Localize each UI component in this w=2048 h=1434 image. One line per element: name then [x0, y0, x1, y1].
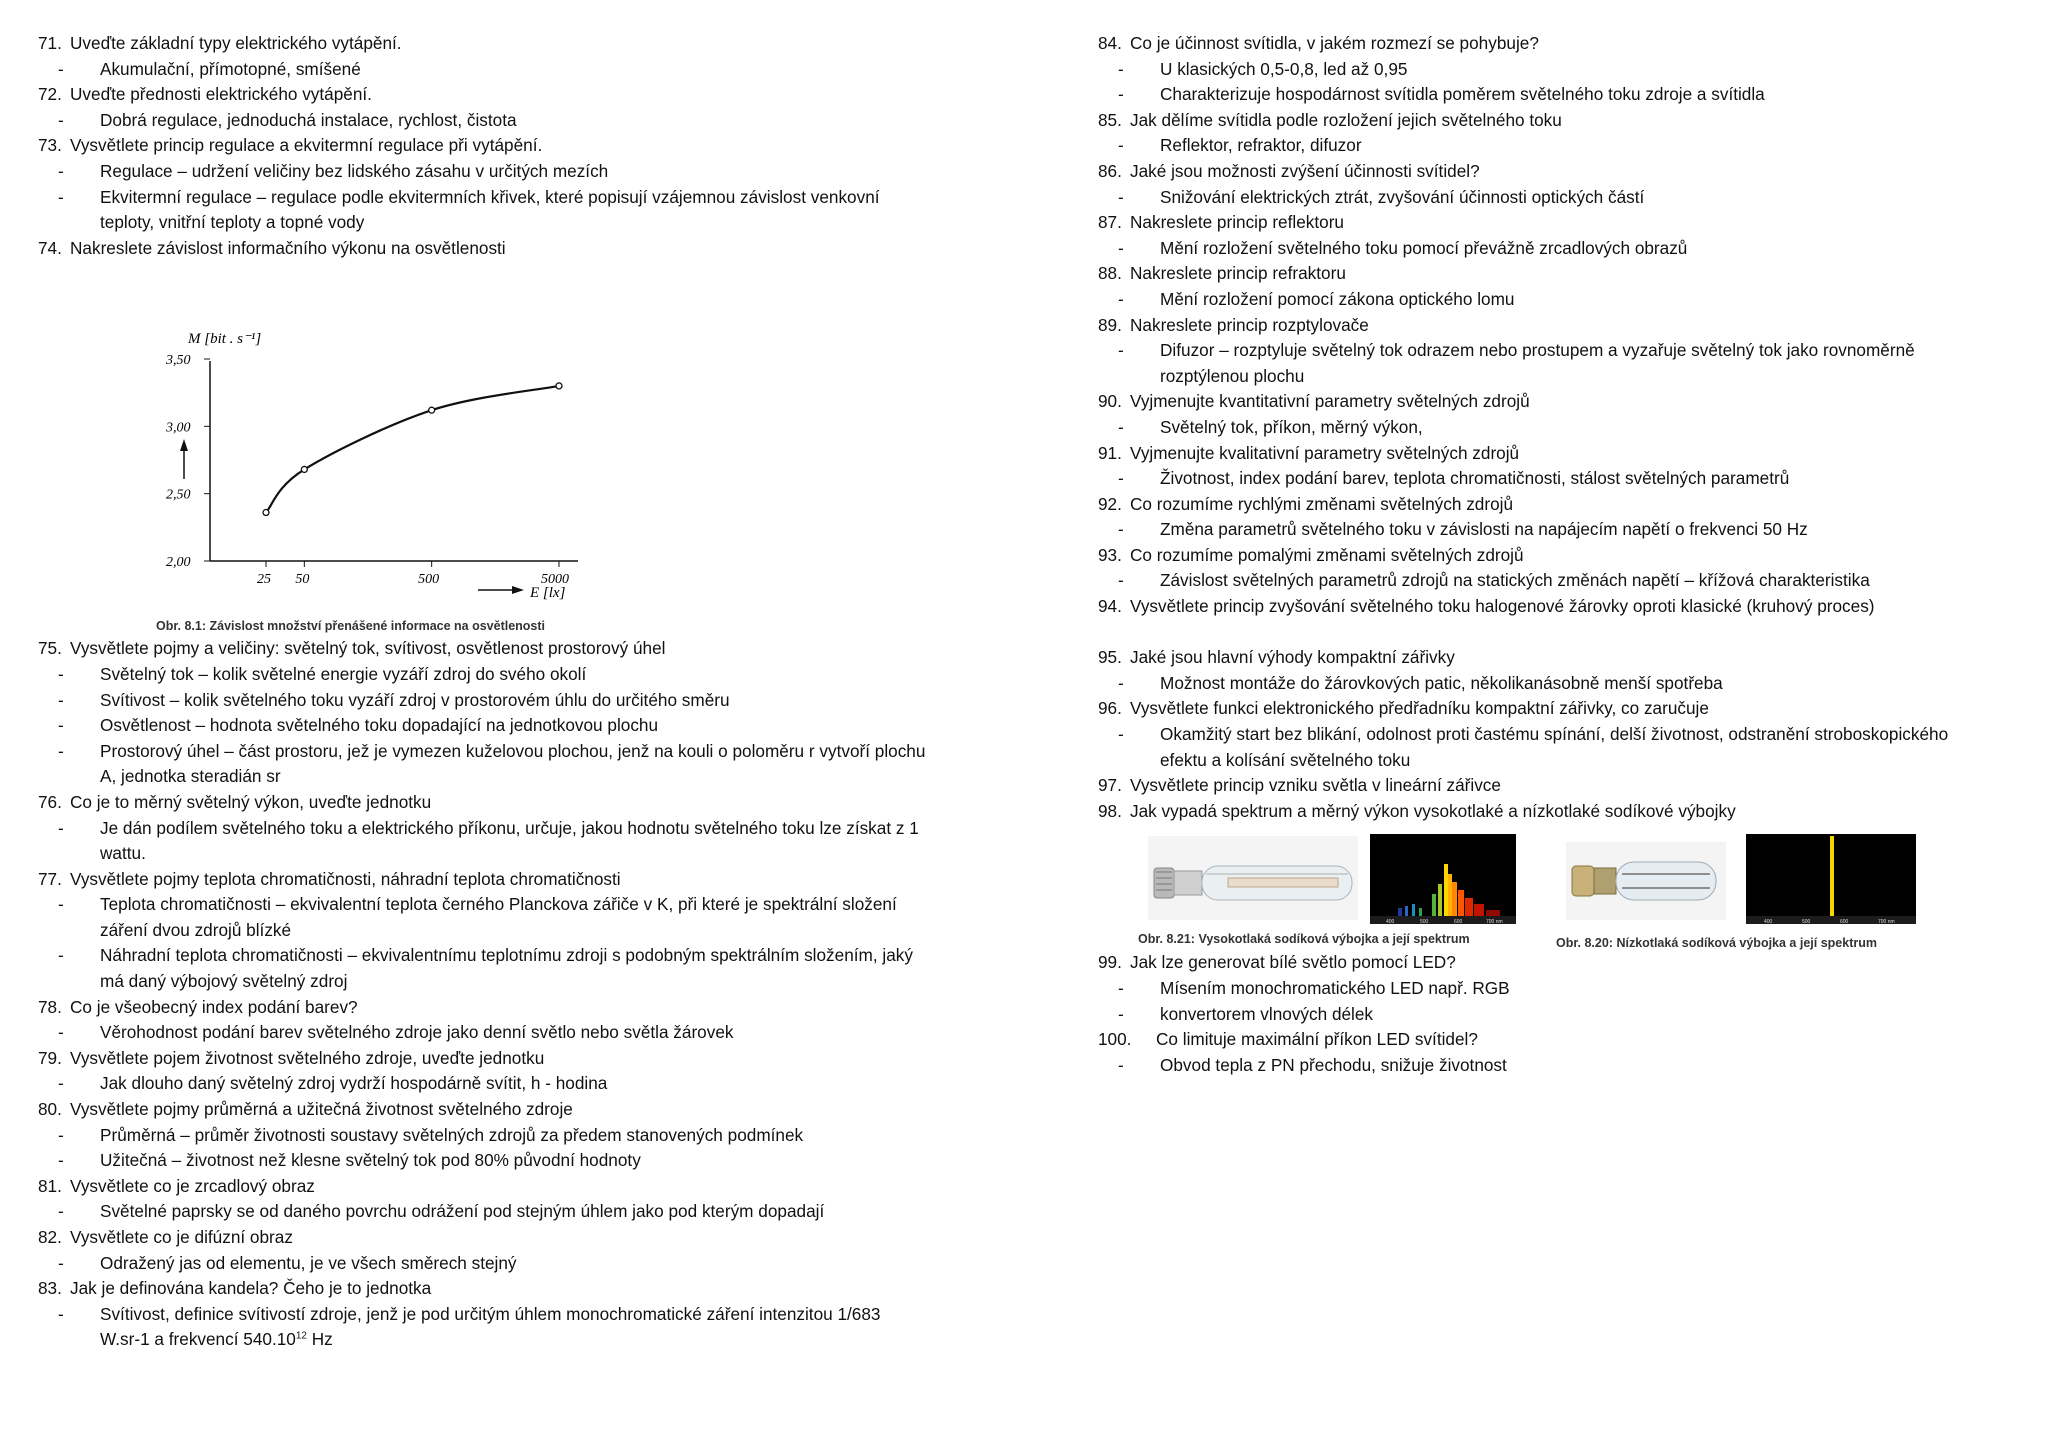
data-point	[301, 467, 307, 473]
answer-87: - Mění rozložení světelného toku pomocí převážně zrcadlových obrazů	[1118, 237, 1688, 258]
question-99: 99. Jak lze generovat bílé světlo pomocí LED?	[1098, 952, 1456, 973]
x-tick-label: 5000	[541, 572, 569, 588]
answer-76-cont: wattu.	[100, 843, 146, 864]
question-94: 94. Vysvětlete princip zvyšování světelného toku halogenové žárovky oproti klasické (kruhový proces)	[1098, 596, 1875, 617]
right-column	[1098, 31, 2018, 1078]
y-axis-label: M [bit . s⁻¹]	[188, 331, 262, 348]
answer-85: - Reflektor, refraktor, difuzor	[1118, 135, 1362, 156]
question-85: 85. Jak dělíme svítidla podle rozložení jejich světelného toku	[1098, 109, 1562, 130]
answer-80-2: - Užitečná – životnost než klesne světelný tok pod 80% původní hodnoty	[58, 1150, 641, 1171]
y-tick-label: 3,00	[166, 420, 191, 436]
y-tick-label: 2,00	[166, 555, 191, 571]
question-73: 73. Vysvětlete princip regulace a ekvitermní regulace při vytápění.	[38, 135, 543, 156]
low-pressure-spectrum	[1746, 834, 1916, 925]
axis-tick-600-low: 600	[1840, 919, 1849, 926]
answer-77-2: - Náhradní teplota chromatičnosti – ekvivalentnímu teplotnímu zdroji s podobným spektrálním složením, jaký	[58, 945, 913, 966]
question-78: 78. Co je všeobecný index podání barev?	[38, 996, 358, 1017]
data-point	[429, 408, 435, 414]
answer-77-1: - Teplota chromatičnosti – ekvivalentní teplota černého Planckova zářiče v K, při které je spektrální složení	[58, 894, 897, 915]
axis-tick-400: 400	[1386, 919, 1395, 926]
question-80: 80. Vysvětlete pojmy průměrná a užitečná životnost světelného zdroje	[38, 1099, 573, 1120]
sodium-lamps-illustration	[1098, 824, 2018, 950]
question-96: 96. Vysvětlete funkci elektronického předřadníku kompaktní zářivky, co zaručuje	[1098, 698, 1709, 719]
data-points	[263, 383, 562, 516]
answer-82: - Odražený jas od elementu, je ve všech směrech stejný	[58, 1252, 517, 1273]
question-89: 89. Nakreslete princip rozptylovače	[1098, 314, 1369, 335]
question-91: 91. Vyjmenujte kvalitativní parametry světelných zdrojů	[1098, 442, 1520, 463]
question-76: 76. Co je to měrný světelný výkon, uveďte jednotku	[38, 791, 432, 812]
answer-75-1: - Světelný tok – kolik světelné energie vyzáří zdroj do svého okolí	[58, 663, 587, 684]
answer-75-3: - Osvětlenost – hodnota světelného toku dopadající na jednotkovou plochu	[58, 715, 659, 736]
question-83: 83. Jak je definována kandela? Čeho je to jednotka	[38, 1278, 432, 1299]
question-95: 95. Jaké jsou hlavní výhody kompaktní zářivky	[1098, 647, 1455, 668]
question-71: 71. Uveďte základní typy elektrického vytápění.	[38, 33, 402, 53]
question-97: 97. Vysvětlete princip vzniku světla v lineární zářivce	[1098, 775, 1501, 796]
x-tick-label: 500	[418, 572, 440, 588]
answer-72: - Dobrá regulace, jednoduchá instalace, rychlost, čistota	[58, 109, 517, 130]
left-column	[38, 31, 1048, 1353]
question-77: 77. Vysvětlete pojmy teplota chromatičnosti, náhradní teplota chromatičnosti	[38, 868, 621, 889]
question-74: 74. Nakreslete závislost informačního výkonu na osvětlenosti	[38, 237, 506, 258]
answer-95: - Možnost montáže do žárovkových patic, několikanásobně menší spotřeba	[1118, 672, 1723, 693]
y-direction-arrow-head	[180, 439, 188, 451]
x-axis-label: E [lx]	[530, 585, 566, 602]
answer-75-2: - Svítivost – kolik světelného toku vyzáří zdroj v prostorovém úhlu do určitého směru	[58, 689, 730, 710]
y-tick-label: 2,50	[166, 488, 191, 504]
answer-71: - Akumulační, přímotopné, smíšené	[58, 58, 361, 79]
high-pressure-spectrum	[1370, 834, 1516, 925]
answer-93: - Závislost světelných parametrů zdrojů na statických změnách napětí – křížová charakteristika	[1118, 570, 1870, 591]
answer-89-cont: rozptýlenou plochu	[1160, 365, 1305, 386]
answer-99-2: - konvertorem vlnových délek	[1118, 1003, 1374, 1024]
answer-99-1: - Mísením monochromatického LED např. RGB	[1118, 978, 1510, 998]
low-pressure-caption: Obr. 8.20: Nízkotlaká sodíková výbojka a její spektrum	[1556, 936, 1877, 951]
axis-tick-700-low: 700 nm	[1878, 919, 1895, 926]
question-81: 81. Vysvětlete co je zrcadlový obraz	[38, 1175, 315, 1196]
answer-83: - Svítivost, definice svítivostí zdroje, jenž je pod určitým úhlem monochromatické záření intenzitou 1/683	[58, 1303, 881, 1324]
x-tick-label: 25	[257, 572, 271, 588]
question-82: 82. Vysvětlete co je difúzní obraz	[38, 1227, 293, 1247]
question-87: 87. Nakreslete princip reflektoru	[1098, 212, 1344, 233]
answer-90: - Světelný tok, příkon, měrný výkon,	[1118, 416, 1423, 437]
answer-89: - Difuzor – rozptyluje světelný tok odrazem nebo prostupem a vyzařuje světelný tok jako rovnoměrně	[1118, 340, 1915, 361]
answer-80-1: - Průměrná – průměr životnosti soustavy světelných zdrojů za předem stanovených podmínek	[58, 1124, 804, 1145]
answer-78: - Věrohodnost podání barev světelného zdroje jako denní světlo nebo světla žárovek	[58, 1022, 734, 1043]
question-88: 88. Nakreslete princip refraktoru	[1098, 263, 1346, 284]
answer-86: - Snižování elektrických ztrát, zvyšování účinnosti optických částí	[1118, 186, 1645, 207]
data-line	[266, 386, 559, 513]
answer-79: - Jak dlouho daný světelný zdroj vydrží hospodárně svítit, h - hodina	[58, 1073, 608, 1094]
answer-76: - Je dán podílem světelného toku a elektrického příkonu, určuje, jakou hodnotu světelného toku lze získat z 1	[58, 817, 919, 838]
answer-73-1: - Regulace – udržení veličiny bez lidského zásahu v určitých mezích	[58, 160, 609, 181]
question-72: 72. Uveďte přednosti elektrického vytápění.	[38, 84, 372, 105]
question-90: 90. Vyjmenujte kvantitativní parametry světelných zdrojů	[1098, 391, 1530, 412]
answer-81: - Světelné paprsky se od daného povrchu odrážení pod stejným úhlem jako pod kterým dopadají	[58, 1201, 825, 1222]
answer-100: - Obvod tepla z PN přechodu, snižuje životnost	[1118, 1054, 1507, 1075]
sodium-lamps-figure	[1098, 824, 2018, 950]
question-100: 100. Co limituje maximální příkon LED svítidel?	[1098, 1029, 1478, 1050]
high-pressure-lamp-photo	[1148, 836, 1358, 920]
answer-75-4: - Prostorový úhel – část prostoru, jež je vymezen kuželovou plochou, jenž na kouli o poloměru r vytvoří plochu	[58, 740, 926, 761]
answer-73-2: - Ekvitermní regulace – regulace podle ekvitermních křivek, které popisují vzájemnou závislost venkovní	[58, 186, 880, 207]
y-tick-label: 3,50	[166, 353, 191, 369]
axis-tick-500: 500	[1420, 919, 1429, 926]
low-pressure-lamp-photo	[1566, 842, 1726, 920]
chart-caption: Obr. 8.1: Závislost množství přenášené informace na osvětlenosti	[156, 619, 546, 634]
spacer	[1098, 620, 2018, 646]
question-93: 93. Co rozumíme pomalými změnami světelných zdrojů	[1098, 544, 1524, 565]
axis-tick-700: 700 nm	[1486, 919, 1503, 926]
axis-tick-500-low: 500	[1802, 919, 1811, 926]
question-75: 75. Vysvětlete pojmy a veličiny: světelný tok, svítivost, osvětlenost prostorový úhel	[38, 638, 666, 659]
answer-84-1: - U klasických 0,5-0,8, led až 0,95	[1118, 58, 1408, 79]
information-chart	[38, 261, 738, 636]
data-point	[556, 383, 562, 389]
x-tick-label: 50	[295, 572, 310, 588]
x-direction-arrow-head	[512, 586, 524, 594]
answer-77-1-cont: záření dvou zdrojů blízké	[100, 919, 292, 940]
information-chart-figure	[38, 261, 1048, 636]
answer-73-2-cont: teploty, vnitřní teploty a topné vody	[100, 212, 365, 233]
answer-84-2: - Charakterizuje hospodárnost svítidla poměrem světelného toku zdroje a svítidla	[1118, 84, 1765, 105]
answer-96: - Okamžitý start bez blikání, odolnost proti častému spínání, delší životnost, odstranění stroboskopického	[1118, 724, 1949, 745]
axis-tick-600: 600	[1454, 919, 1463, 926]
data-point	[263, 510, 269, 516]
answer-92: - Změna parametrů světelného toku v závislosti na napájecím napětí o frekvenci 50 Hz	[1118, 519, 1808, 540]
axis-tick-400-low: 400	[1764, 919, 1773, 926]
question-84: 84. Co je účinnost svítidla, v jakém rozmezí se pohybuje?	[1098, 33, 1539, 53]
question-86: 86. Jaké jsou možnosti zvýšení účinnosti svítidel?	[1098, 160, 1480, 181]
question-92: 92. Co rozumíme rychlými změnami světelných zdrojů	[1098, 493, 1514, 514]
answer-96-cont: efektu a kolísání světelného toku	[1160, 749, 1411, 770]
question-79: 79. Vysvětlete pojem životnost světelného zdroje, uveďte jednotku	[38, 1047, 545, 1068]
answer-75-4-cont: A, jednotka steradián sr	[100, 766, 281, 787]
answer-91: - Životnost, index podání barev, teplota chromatičnosti, stálost světelných parametrů	[1118, 468, 1790, 489]
answer-77-2-cont: má daný výbojový světelný zdroj	[100, 971, 348, 992]
chart-ticks	[165, 353, 569, 587]
question-98: 98. Jak vypadá spektrum a měrný výkon vysokotlaké a nízkotlaké sodíkové výbojky	[1098, 800, 1736, 821]
answer-83-cont: W.sr-1 a frekvencí 540.10$^{12}$ Hz	[100, 1329, 333, 1350]
answer-88: - Mění rozložení pomocí zákona optického lomu	[1118, 288, 1515, 309]
high-pressure-caption: Obr. 8.21: Vysokotlaká sodíková výbojka a její spektrum	[1138, 932, 1470, 947]
